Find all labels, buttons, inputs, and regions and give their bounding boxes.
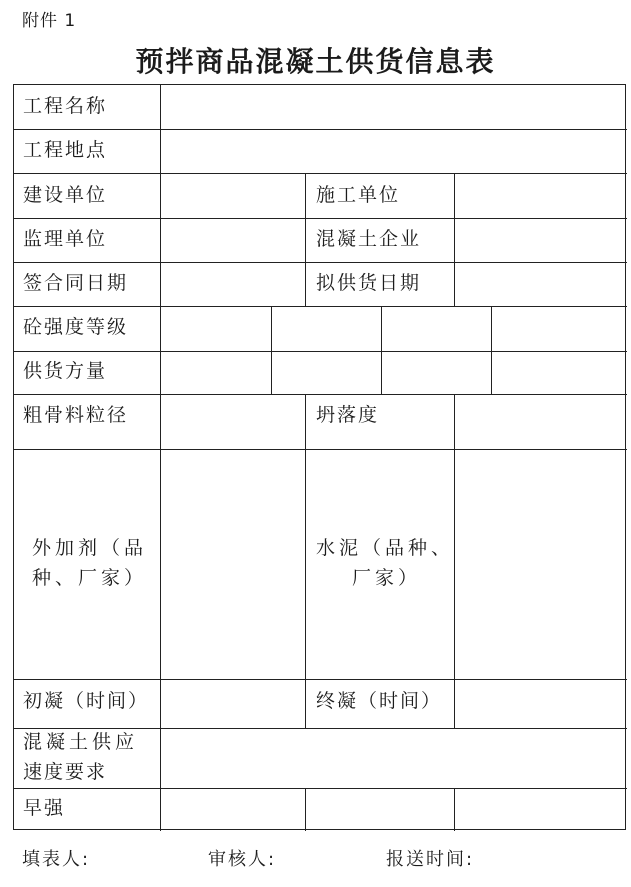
label-supervisor: 监理单位 bbox=[23, 228, 108, 250]
info-form-table bbox=[13, 84, 626, 830]
col-divider bbox=[454, 173, 455, 306]
col-divider bbox=[160, 85, 161, 831]
label-slump: 坍落度 bbox=[316, 404, 380, 426]
label-cement-line2: 厂家） bbox=[352, 567, 422, 589]
col-divider bbox=[491, 306, 492, 394]
label-builder: 建设单位 bbox=[23, 184, 108, 206]
label-early-strength: 早强 bbox=[23, 797, 66, 819]
label-admixture-line1: 外加剂（品 bbox=[32, 537, 148, 559]
col-divider bbox=[305, 788, 306, 831]
footer-filler: 填表人: bbox=[22, 849, 91, 870]
col-divider bbox=[305, 394, 306, 728]
label-strength-grade: 砼强度等级 bbox=[23, 316, 129, 338]
label-admixture bbox=[32, 533, 147, 593]
col-divider bbox=[454, 788, 455, 831]
col-divider bbox=[305, 173, 306, 306]
label-planned-supply-date: 拟供货日期 bbox=[316, 272, 422, 294]
label-project-location: 工程地点 bbox=[23, 139, 108, 161]
col-divider bbox=[381, 306, 382, 394]
footer-submit-time: 报送时间: bbox=[386, 849, 475, 870]
row-divider bbox=[14, 306, 627, 307]
page-title: 预拌商品混凝土供货信息表 bbox=[135, 45, 496, 78]
label-contract-date: 签合同日期 bbox=[23, 272, 129, 294]
row-divider bbox=[14, 788, 627, 789]
label-final-set: 终凝（时间） bbox=[316, 690, 443, 712]
label-cement bbox=[316, 533, 454, 593]
label-initial-set: 初凝（时间） bbox=[23, 690, 150, 712]
row-divider bbox=[14, 262, 627, 263]
row-divider bbox=[14, 351, 627, 352]
label-contractor: 施工单位 bbox=[316, 184, 401, 206]
label-supply-speed-line2: 速度要求 bbox=[23, 761, 108, 783]
label-supply-volume: 供货方量 bbox=[23, 360, 108, 382]
label-admixture-line2: 种、厂家） bbox=[32, 567, 148, 589]
label-cement-line1: 水泥（品种、 bbox=[316, 537, 455, 559]
label-aggregate-size: 粗骨料粒径 bbox=[23, 404, 129, 426]
row-divider bbox=[14, 218, 627, 219]
footer-reviewer: 审核人: bbox=[208, 849, 277, 870]
attachment-label: 附件 1 bbox=[22, 11, 77, 31]
label-project-name: 工程名称 bbox=[23, 95, 108, 117]
col-divider bbox=[271, 306, 272, 394]
row-divider bbox=[14, 449, 627, 450]
label-concrete-company: 混凝土企业 bbox=[316, 228, 422, 250]
label-supply-speed-line1: 混凝土供应 bbox=[23, 731, 139, 753]
row-divider bbox=[14, 173, 627, 174]
col-divider bbox=[454, 394, 455, 728]
row-divider bbox=[14, 679, 627, 680]
label-supply-speed bbox=[23, 727, 138, 787]
row-divider bbox=[14, 129, 627, 130]
row-divider bbox=[14, 394, 627, 395]
